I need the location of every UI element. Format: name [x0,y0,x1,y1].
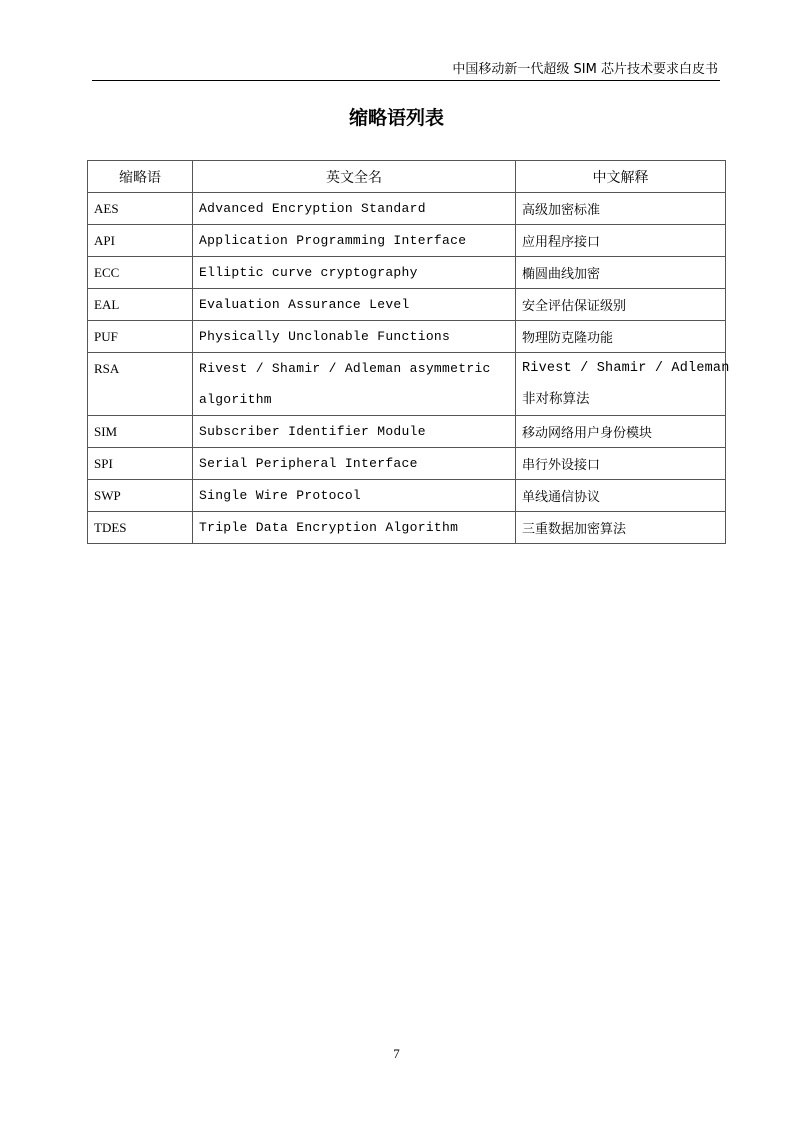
column-header-english: 英文全名 [193,161,516,193]
chinese-cell: 移动网络用户身份模块 [516,416,726,448]
column-header-abbr: 缩略语 [88,161,193,193]
abbr-cell: SIM [88,416,193,448]
table-header-row [88,161,726,193]
chinese-cell-line: Rivest / Shamir / Adleman [522,361,730,376]
table-row [88,353,726,416]
chinese-cell: 椭圆曲线加密 [516,257,726,289]
english-cell-line: algorithm [199,392,272,407]
abbr-cell: PUF [88,321,193,353]
english-cell-line: Rivest / Shamir / Adleman asymmetric [199,361,491,376]
abbr-cell: SWP [88,480,193,512]
table-row [88,321,726,353]
chinese-cell: 应用程序接口 [516,225,726,257]
english-cell: Physically Unclonable Functions [193,321,516,353]
english-cell: Application Programming Interface [193,225,516,257]
english-cell: Triple Data Encryption Algorithm [193,512,516,544]
english-cell: Single Wire Protocol [193,480,516,512]
running-header-title: 中国移动新一代超级 SIM 芯片技术要求白皮书 [452,62,718,77]
abbr-cell: RSA [88,353,193,416]
english-cell: Subscriber Identifier Module [193,416,516,448]
table-row [88,193,726,225]
table-row [88,225,726,257]
table-row [88,416,726,448]
english-cell: Advanced Encryption Standard [193,193,516,225]
table-row [88,512,726,544]
abbr-cell: API [88,225,193,257]
abbr-cell: AES [88,193,193,225]
table-row [88,289,726,321]
chinese-cell [516,353,730,416]
column-header-chinese: 中文解释 [516,161,726,193]
abbr-cell: TDES [88,512,193,544]
english-cell: Evaluation Assurance Level [193,289,516,321]
table-row [88,480,726,512]
abbr-cell: EAL [88,289,193,321]
abbr-cell: SPI [88,448,193,480]
abbreviation-table [87,160,730,544]
table-row [88,448,726,480]
chinese-cell: 高级加密标准 [516,193,726,225]
page-title: 缩略语列表 [348,107,444,129]
table-row [88,257,726,289]
english-cell: Serial Peripheral Interface [193,448,516,480]
chinese-cell: 三重数据加密算法 [516,512,726,544]
english-cell: Elliptic curve cryptography [193,257,516,289]
chinese-cell-line: 非对称算法 [522,391,590,407]
chinese-cell: 单线通信协议 [516,480,726,512]
chinese-cell: 物理防克隆功能 [516,321,726,353]
chinese-cell: 串行外设接口 [516,448,726,480]
abbr-cell: ECC [88,257,193,289]
english-cell [193,353,516,416]
chinese-cell: 安全评估保证级别 [516,289,726,321]
page-number: 7 [393,1046,400,1061]
header-divider [92,80,720,81]
